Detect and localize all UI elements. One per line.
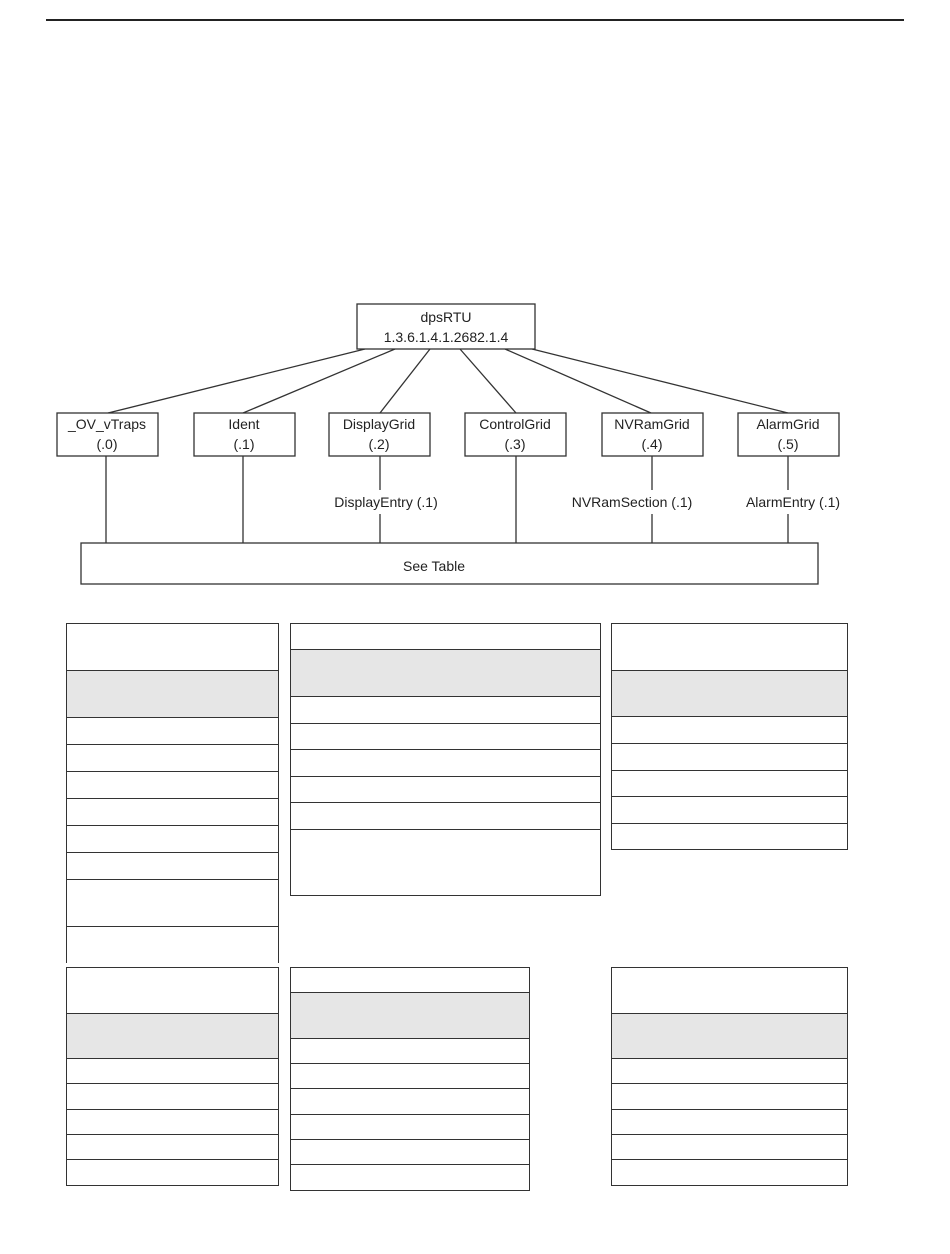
table-row [291, 1140, 529, 1165]
child-node-displaygrid [329, 413, 430, 456]
table-bottom-left [66, 967, 279, 1186]
table-top-right [611, 623, 848, 850]
table-row [612, 1135, 847, 1160]
table-bottom-right [611, 967, 848, 1186]
table-row [67, 853, 278, 880]
root-node-oid: 1.3.6.1.4.1.2682.1.4 [383, 329, 509, 345]
table-row [291, 1115, 529, 1140]
table-row [612, 824, 847, 849]
child-node-suffix: (.1) [233, 436, 255, 452]
table-row [67, 745, 278, 772]
table-row [67, 772, 278, 799]
table-row [67, 1014, 278, 1059]
child-node-name: _OV_vTraps [67, 416, 147, 432]
table-row [612, 968, 847, 1014]
table-row [291, 1039, 529, 1064]
table-row [67, 718, 278, 745]
child-node-controlgrid [465, 413, 566, 456]
table-row [67, 927, 278, 964]
table-row [67, 799, 278, 826]
table-row [291, 650, 600, 697]
child-node-suffix: (.3) [504, 436, 526, 452]
root-node [357, 304, 535, 349]
table-row [291, 697, 600, 724]
child-node-name: ControlGrid [479, 416, 551, 432]
table-bottom-middle [290, 967, 530, 1191]
table-row [291, 968, 529, 993]
child-node-ident [194, 413, 295, 456]
table-row [67, 1084, 278, 1110]
child-node-alarmgrid [738, 413, 839, 456]
child-node-suffix: (.2) [368, 436, 390, 452]
table-row [291, 1165, 529, 1190]
table-row [612, 797, 847, 824]
table-top-middle [290, 623, 601, 896]
child-node-name: Ident [228, 416, 260, 432]
table-row [612, 1084, 847, 1110]
table-row [612, 717, 847, 744]
table-row [67, 968, 278, 1014]
connector-ov-vtraps [108, 349, 365, 413]
entry-label-nvramgrid: NVRamSection (.1) [571, 494, 693, 510]
connector-ident [243, 349, 395, 413]
table-row [291, 1064, 529, 1089]
table-row [67, 1160, 278, 1185]
see-table-box [81, 543, 818, 584]
table-row [612, 1014, 847, 1059]
table-row [291, 830, 600, 895]
table-row [291, 803, 600, 830]
child-node-nvramgrid [602, 413, 703, 456]
entry-label-displaygrid: DisplayEntry (.1) [334, 494, 438, 510]
connector-nvramgrid [505, 349, 651, 413]
child-node-ov-vtraps [57, 413, 158, 456]
table-row [612, 1110, 847, 1135]
table-row [67, 671, 278, 718]
table-row [612, 1160, 847, 1185]
connector-alarmgrid [532, 349, 788, 413]
table-row [67, 1135, 278, 1160]
connector-controlgrid [460, 349, 516, 413]
see-table-label: See Table [402, 558, 466, 574]
table-row [67, 1110, 278, 1135]
table-row [291, 724, 600, 750]
table-row [67, 1059, 278, 1084]
table-row [291, 777, 600, 803]
child-node-name: DisplayGrid [342, 416, 416, 432]
table-row [291, 750, 600, 777]
table-row [612, 1059, 847, 1084]
table-row [612, 671, 847, 717]
table-row [67, 826, 278, 853]
entry-label-alarmgrid: AlarmEntry (.1) [745, 494, 841, 510]
child-node-suffix: (.5) [777, 436, 799, 452]
table-row [612, 744, 847, 771]
child-node-suffix: (.0) [96, 436, 118, 452]
connector-displaygrid [380, 349, 430, 413]
table-row [291, 993, 529, 1039]
table-top-left [66, 623, 279, 963]
table-row [291, 1089, 529, 1115]
table-row [612, 624, 847, 671]
table-row [612, 771, 847, 797]
mib-tree-diagram [0, 0, 950, 600]
table-row [291, 624, 600, 650]
root-node-name: dpsRTU [420, 309, 472, 325]
table-row [67, 624, 278, 671]
child-node-name: NVRamGrid [614, 416, 690, 432]
child-node-suffix: (.4) [641, 436, 663, 452]
table-row [67, 880, 278, 927]
child-node-name: AlarmGrid [756, 416, 820, 432]
